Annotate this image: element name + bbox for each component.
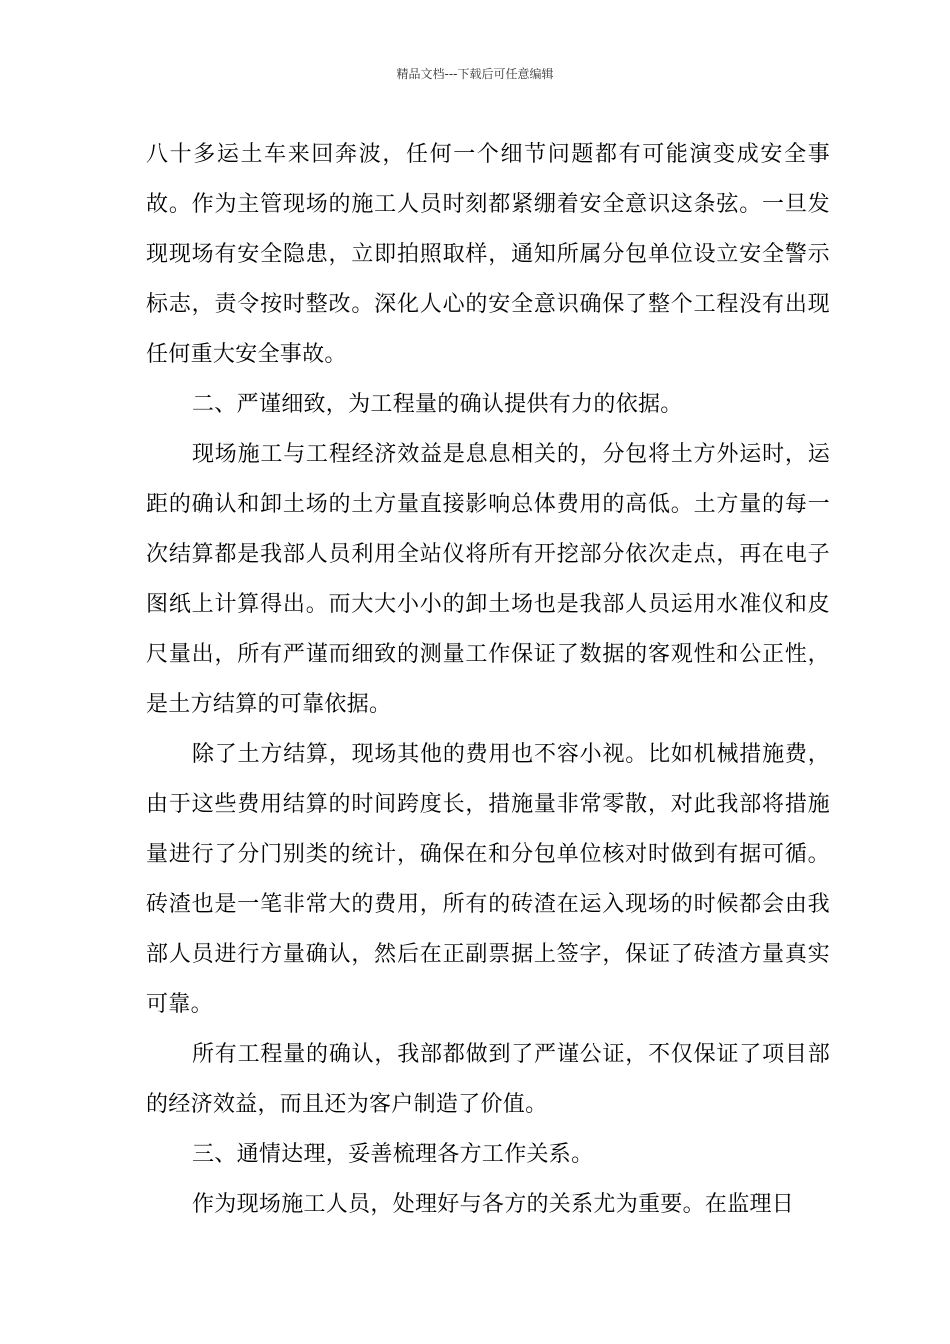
page-header: 精品文档---下载后可任意编辑 xyxy=(396,67,554,81)
paragraph: 作为现场施工人员，处理好与各方的关系尤为重要。在监理日 xyxy=(192,1192,795,1217)
document-body xyxy=(146,130,830,1230)
paragraph-continuation: 八十多运土车来回奔波，任何一个细节问题都有可能演变成安全事故。作为主管现场的施工人员时刻都紧绷着安全意识这条弦。一旦发现现场有安全隐患，立即拍照取样，通知所属分包单位设立安全警示标志，责令按时整改。深化人心的安全意识确保了整个工程没有出现任何重大安全事故。 xyxy=(146,142,830,367)
paragraph: 所有工程量的确认，我部都做到了严谨公证，不仅保证了项目部的经济效益，而且还为客户制造了价值。 xyxy=(146,1042,830,1117)
section-heading-2: 二、严谨细致，为工程量的确认提供有力的依据。 xyxy=(192,392,683,417)
paragraph: 除了土方结算，现场其他的费用也不容小视。比如机械措施费，由于这些费用结算的时间跨度长，措施量非常零散，对此我部将措施量进行了分门别类的统计，确保在和分包单位核对时做到有据可循。砖渣也是一笔非常大的费用，所有的砖渣在运入现场的时候都会由我部人员进行方量确认，然后在正副票据上签字，保证了砖渣方量真实可靠。 xyxy=(146,742,830,1017)
paragraph: 现场施工与工程经济效益是息息相关的，分包将土方外运时，运距的确认和卸土场的土方量直接影响总体费用的高低。土方量的每一次结算都是我部人员利用全站仪将所有开挖部分依次走点，再在电子图纸上计算得出。而大大小小的卸土场也是我部人员运用水准仪和皮尺量出，所有严谨而细致的测量工作保证了数据的客观性和公正性，是土方结算的可靠依据。 xyxy=(146,442,830,717)
section-heading-3: 三、通情达理，妥善梳理各方工作关系。 xyxy=(192,1142,594,1167)
